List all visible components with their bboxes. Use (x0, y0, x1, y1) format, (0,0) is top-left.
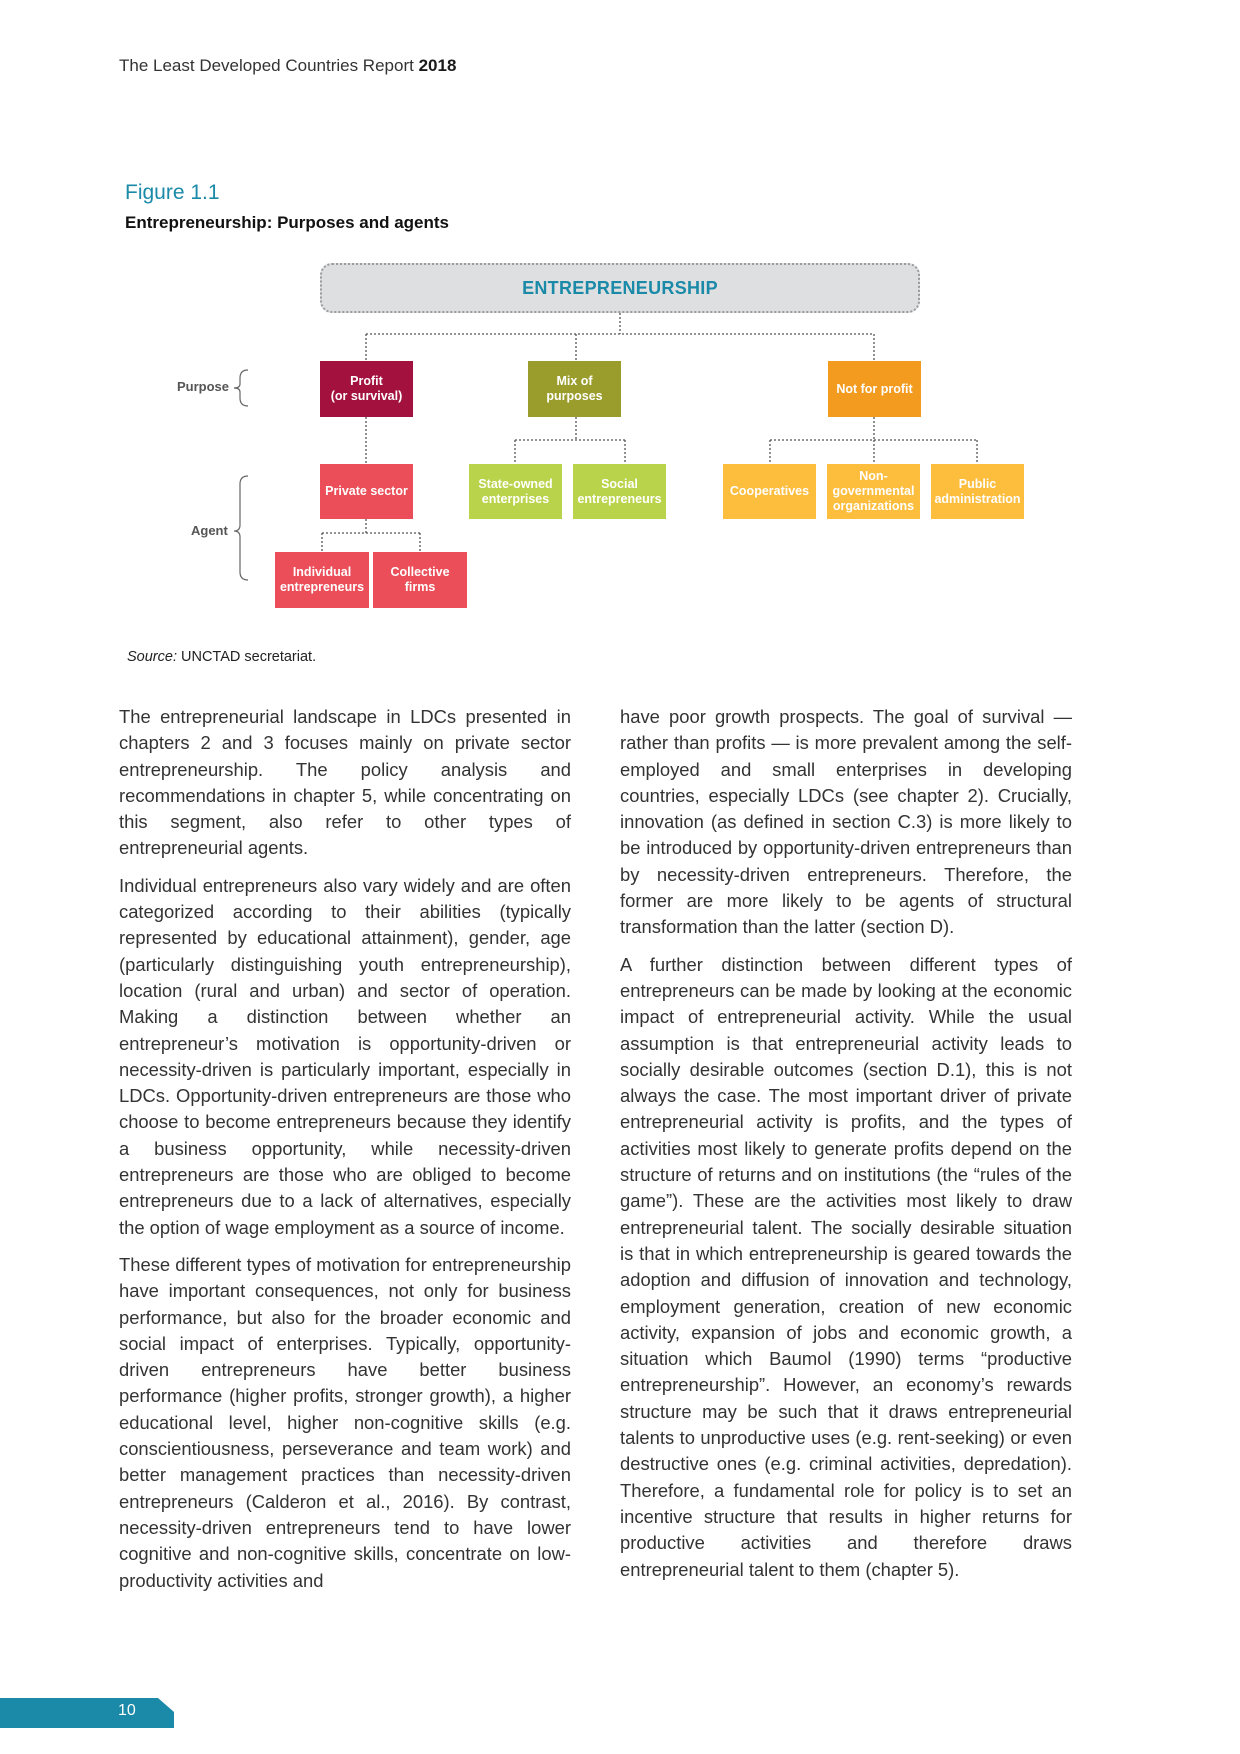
agent-brace (234, 476, 248, 580)
paragraph: A further distinction between different types of entrepreneurs can be made by looking at the economic impact of entrepreneurial activity. While the usual assumption is that entrepreneurial activity leads to socially desirable outcomes (section D.1), this is not always the case. The most important driver of private entrepreneurial activity is profits, and the types of activities most likely to generate profits depend on the structure of returns and on institutions (the “rules of the game”). These are the activities most likely to draw entrepreneurial talent. The socially desirable situation is that in which entrepreneurship is geared towards the adoption and diffusion of innovation and technology, employment generation, creation of new economic activity, expansion of jobs and economic growth, a situation which Baumol (1990) terms “productive entrepreneurship”. However, an economy’s rewards structure may be such that it draws entrepreneurial talents to unproductive uses (e.g. rent-seeking) or even destructive ones (e.g. criminal activities, depredation). Therefore, a fundamental role for policy is to set an incentive structure that results in higher returns for productive activities and therefore draws entrepreneurial talent to them (chapter 5). (620, 953, 1072, 1580)
figure-label: Figure 1.1 (125, 181, 220, 204)
agent-cooperatives-node: Cooperatives (723, 464, 816, 519)
agent-individual-node: Individual entrepreneurs (275, 552, 369, 608)
connector-lines (0, 0, 1240, 640)
paragraph: The entrepreneurial landscape in LDCs presented in chapters 2 and 3 focuses mainly on private sector entrepreneurship. The policy analysis and recommendations in chapter 5, while concentrating on this segment, also refer to other types of entrepreneurial agents. (119, 706, 571, 859)
figure-source (127, 649, 316, 665)
body-column-right (620, 704, 1072, 1594)
root-node: ENTREPRENEURSHIP (320, 263, 920, 313)
agent-public-admin-node: Public administration (931, 464, 1024, 519)
agent-state-owned-node: State-owned enterprises (469, 464, 562, 519)
page-number-tab (0, 1698, 174, 1728)
report-year: 2018 (418, 56, 457, 75)
page-number: 10 (118, 1702, 136, 1719)
purpose-notprofit-node: Not for profit (828, 361, 921, 417)
agent-side-label: Agent (191, 523, 228, 538)
agent-ngo-node: Non- governmental organizations (827, 464, 920, 519)
report-title: The Least Developed Countries Report (119, 56, 414, 75)
source-text: UNCTAD secretariat. (181, 649, 317, 665)
figure-title: Entrepreneurship: Purposes and agents (125, 213, 450, 232)
agent-collective-node: Collective firms (373, 552, 467, 608)
agent-private-sector-node: Private sector (320, 464, 413, 519)
paragraph: These different types of motivation for entrepreneurship have important consequences, not only for business performance, but also for the broader economic and social impact of enterprises. Typically, opportunity-driven entrepreneurs have better business performance (higher profits, stronger growth), a higher educational level, higher non-cognitive skills (e.g. conscientiousness, perseverance and team work) and better management practices than necessity-driven entrepreneurs (Calderon et al., 2016). By contrast, necessity-driven entrepreneurs tend to have lower cognitive and non-cognitive skills, concentrate on low-productivity activities and (119, 1253, 571, 1591)
entrepreneurship-diagram (0, 0, 1240, 640)
body-column-left (119, 704, 571, 1605)
paragraph: Individual entrepreneurs also vary widely and are often categorized according to their abilities (typically represented by educational attainment), gender, age (particularly distinguishing youth entrepreneurship), location (rural and urban) and sector of operation. Making a distinction between whether an entrepreneur’s motivation is opportunity-driven or necessity-driven is particularly important, especially in LDCs. Opportunity-driven entrepreneurs are those who choose to become entrepreneurs because they identify a business opportunity, while necessity-driven entrepreneurs are those who are obliged to become entrepreneurs due to a lack of alternatives, especially the option of wage employment as a source of income. (119, 874, 571, 1238)
purpose-mix-node: Mix of purposes (528, 361, 621, 417)
agent-social-node: Social entrepreneurs (573, 464, 666, 519)
purpose-brace (234, 370, 248, 406)
purpose-profit-node: Profit (or survival) (320, 361, 413, 417)
purpose-side-label: Purpose (177, 379, 230, 394)
paragraph: have poor growth prospects. The goal of survival — rather than profits — is more prevalent among the self-employed and small enterprises in developing countries, especially LDCs (see chapter 2). Crucially, innovation (as defined in section C.3) is more likely to be introduced by opportunity-driven entrepreneurs than by necessity-driven entrepreneurs. Therefore, the former are more likely to be agents of structural transformation than the latter (section D). (620, 706, 1072, 938)
source-label: Source: (127, 649, 177, 665)
